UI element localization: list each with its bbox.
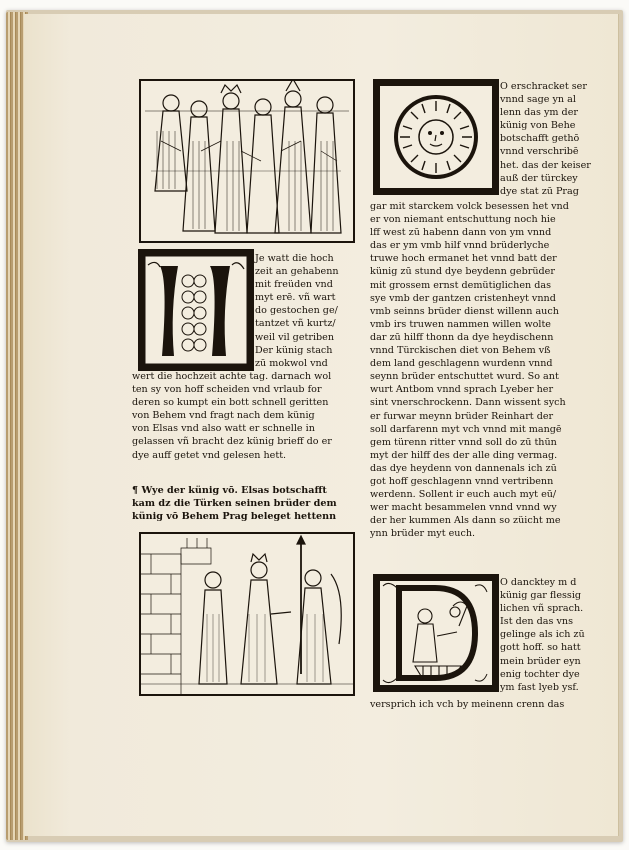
text-line: vnnd sage yn al (500, 94, 576, 106)
sun-initial-illustration (375, 81, 497, 193)
initial-H-illustration (140, 251, 252, 369)
text-line: lenn das ym der (500, 107, 578, 119)
text-line: ten sy von hoff scheiden vnd vrlaub for (132, 384, 322, 396)
text-line: mein brüder eyn (500, 655, 581, 667)
initial-H-text (255, 252, 353, 370)
text-line: mit freüden vnd (255, 279, 333, 291)
text-line: er furwar meynn brüder Reinhart der (370, 410, 554, 422)
text-line: künig von Behe (500, 120, 576, 132)
text-line: von Elsas vnd also watt er schnelle in (132, 423, 315, 435)
initial-D-craftsman (373, 574, 499, 692)
caption-line: kam dz die Türken seinen brüder dem (132, 498, 337, 510)
text-line: myt erē. vñ wart (255, 292, 336, 304)
text-line: dar zū hilff thonn da dye heydischenn (370, 331, 554, 343)
book-page (24, 14, 619, 836)
left-column-body (132, 370, 354, 462)
text-line: lff west zū habenn dann von ym vnnd (370, 227, 552, 239)
right-column-last-line (370, 698, 602, 711)
text-line: künig zū stund dye beydenn gebrüder (370, 266, 555, 278)
text-line: auß der türckey (500, 172, 578, 184)
text-line: Ist den das vns (500, 616, 574, 628)
text-line: vmb irs truwen nammen willen wolte (370, 318, 551, 330)
text-line: vnnd verschribē (500, 146, 579, 158)
text-line: sye vmb der gantzen cristenheyt vnnd (370, 292, 556, 304)
text-line: enig tochter dye (500, 668, 580, 680)
text-line: weil vil getriben (255, 331, 335, 343)
text-line: das er ym vmb hilf vnnd brüderlyche (370, 240, 550, 252)
text-line: tantzet vñ kurtz/ (255, 318, 336, 330)
caption-line: ¶ Wye der künig vō. Elsas botschafft (132, 485, 327, 496)
text-line: soll darfarenn myt vch vnnd mit mangē (370, 423, 562, 435)
text-line: ym fast lyeb ysf. (500, 681, 579, 693)
text-line: gelassen vñ bracht dez künig brieff do er (132, 436, 332, 448)
woodcut-procession (139, 79, 355, 243)
text-line: versprich ich vch by meinenn crenn das (370, 699, 565, 710)
text-line: got hoff geschlagenn vnnd vertribenn (370, 475, 554, 487)
text-line: botschafft gethō (500, 133, 580, 145)
procession-illustration (141, 81, 353, 241)
text-line: O erschracket ser (500, 81, 587, 92)
text-line: sint vnerschrockenn. Dann wissent sych (370, 397, 566, 409)
text-line: gelinge als ich zū (500, 629, 585, 641)
text-line: von Behem vnd fragt nach dem künig (132, 410, 315, 422)
initial-D-text (500, 80, 600, 198)
text-line: O dancktey m d (500, 577, 577, 588)
text-line: dye stat zū Prag (500, 185, 579, 197)
text-line: ynn brüder myt euch. (370, 528, 476, 540)
text-line: gott hoff. so hatt (500, 642, 581, 654)
text-line: Der künig stach (255, 344, 333, 356)
text-line: deren so kumpt ein bott schnell geritten (132, 397, 329, 409)
messenger-illustration (141, 534, 353, 694)
chapter-caption (132, 484, 354, 523)
initial-H (138, 249, 254, 371)
text-line: wurt Antbom vnnd sprach Lyeber her (370, 384, 554, 396)
text-line: er von niemant entschuttung noch hie (370, 214, 556, 226)
text-line: wer macht besammelen vnnd vnnd wy (370, 502, 557, 514)
text-line: gar mit starckem volck besessen het vnd (370, 201, 569, 212)
right-column-body (370, 200, 602, 540)
text-line: gem türenn ritter vnnd soll do zū thūn (370, 436, 557, 448)
text-line: dem land geschlagenn wurdenn vnnd (370, 358, 553, 370)
text-line: do gestochen ge/ (255, 305, 338, 317)
text-line: wert die hochzeit achte tag. darnach wol (132, 371, 332, 382)
text-line: zeit an gehabenn (255, 266, 339, 278)
text-line: vmb seinns brüder dienst willenn auch (370, 305, 559, 317)
text-line: Je watt die hoch (255, 253, 334, 264)
text-line: seynn brüder entschuttet wurd. So ant (370, 371, 559, 383)
craftsman-initial-illustration (375, 576, 497, 690)
woodcut-messenger (139, 532, 355, 696)
initial-D2-text (500, 576, 600, 694)
text-line: lichen vñ sprach. (500, 603, 584, 615)
text-line: dye auff getet vnd gelesen hett. (132, 449, 287, 461)
text-line: werdenn. Sollent ir euch auch myt eū/ (370, 489, 557, 501)
text-line: het. das der keiser (500, 159, 591, 171)
text-line: mit grossem ernst demütiglichen das (370, 279, 552, 291)
caption-line: künig vō Behem Prag beleget hettenn (132, 511, 337, 523)
text-line: zū mokwol vnd (255, 357, 328, 369)
text-line: künig gar flessig (500, 590, 582, 602)
text-line: truwe hoch ermanet het vnnd batt der (370, 253, 557, 265)
text-line: vnnd Türckischen diet von Behem vß (370, 345, 551, 357)
text-line: das dye heydenn von dannenals ich zū (370, 462, 557, 474)
initial-D-sun (373, 79, 499, 195)
text-line: der her kummen Als dann so züicht me (370, 515, 561, 527)
text-line: myt der hilff des der alle ding vermag. (370, 449, 558, 461)
